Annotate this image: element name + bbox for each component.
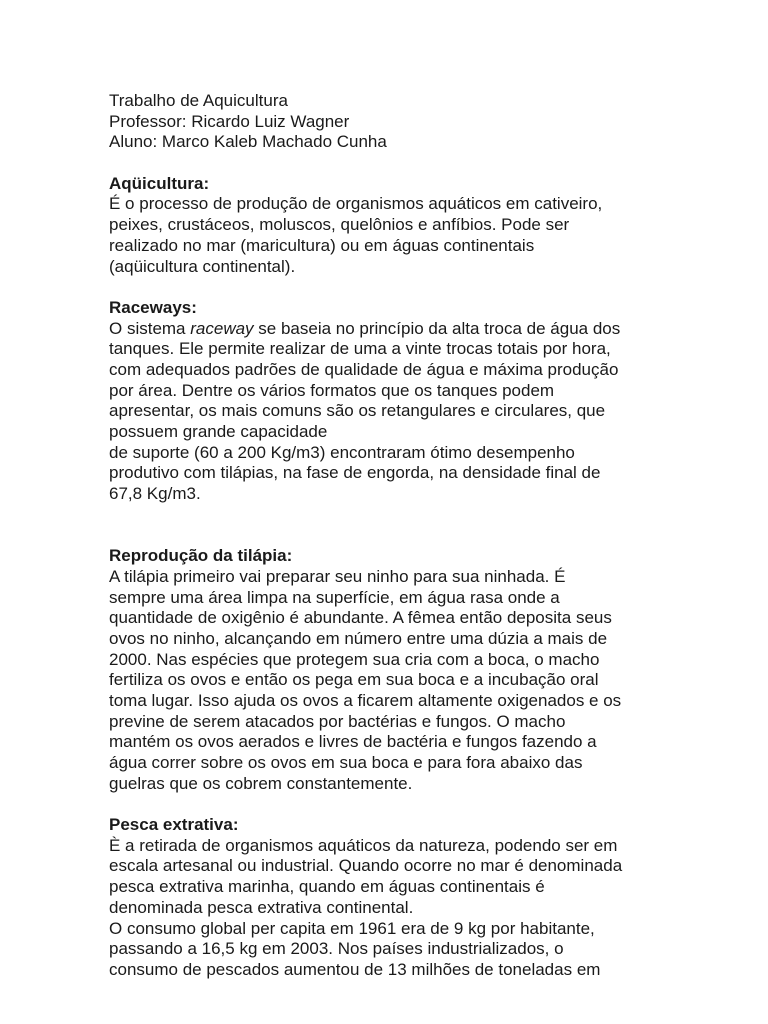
- section-heading-pesca: Pesca extrativa:: [109, 815, 239, 835]
- paragraph-line: produtivo com tilápias, na fase de engorda, na densidade final de: [109, 463, 601, 483]
- document-page: [109, 91, 749, 981]
- paragraph-line: por área. Dentre os vários formatos que os tanques podem: [109, 380, 555, 400]
- paragraph-line: peixes, crustáceos, moluscos, quelônios e anfíbios. Pode ser: [109, 215, 570, 235]
- paragraph-line: [109, 319, 749, 340]
- paragraph-line: apresentar, os mais comuns são os retangulares e circulares, que: [109, 401, 606, 421]
- paragraph-line: de suporte (60 a 200 Kg/m3) encontraram ótimo desempenho: [109, 442, 575, 462]
- section-heading-aquicultura: Aqüicultura:: [109, 173, 210, 193]
- paragraph-line: realizado no mar (maricultura) ou em águas continentais: [109, 235, 535, 255]
- paragraph-line: previne de serem atacados por bactérias e fungos. O macho: [109, 711, 566, 731]
- text-run: O sistema: [109, 318, 191, 338]
- paragraph-line: ovos no ninho, alcançando em número entre uma dúzia a mais de: [109, 628, 608, 648]
- paragraph-line: tanques. Ele permite realizar de uma a vinte trocas totais por hora,: [109, 339, 611, 359]
- paragraph-line: mantém os ovos aerados e livres de bactéria e fungos fazendo a: [109, 732, 597, 752]
- document-title: Trabalho de Aquicultura: [109, 91, 288, 110]
- section-heading-reproducao: Reprodução da tilápia:: [109, 546, 293, 566]
- paragraph-line: passando a 16,5 kg em 2003. Nos países industrializados, o: [109, 939, 564, 959]
- paragraph-line: consumo de pescados aumentou de 13 milhões de toneladas em: [109, 959, 601, 979]
- paragraph-line: A tilápia primeiro vai preparar seu ninho para sua ninhada. É: [109, 566, 566, 586]
- paragraph-line: O consumo global per capita em 1961 era de 9 kg por habitante,: [109, 918, 595, 938]
- text-run: se baseia no princípio da alta troca de água dos: [253, 318, 621, 338]
- paragraph-line: escala artesanal ou industrial. Quando ocorre no mar é denominada: [109, 856, 623, 876]
- paragraph-line: denominada pesca extrativa continental.: [109, 897, 414, 917]
- spacer: [109, 505, 749, 546]
- paragraph-line: guelras que os cobrem constantemente.: [109, 773, 413, 793]
- paragraph-line: fertiliza os ovos e então os pega em sua boca e a incubação oral: [109, 670, 599, 690]
- spacer: [109, 153, 749, 174]
- paragraph-line: 67,8 Kg/m3.: [109, 484, 201, 504]
- paragraph-line: toma lugar. Isso ajuda os ovos a ficarem altamente oxigenados e os: [109, 690, 622, 710]
- paragraph-line: pesca extrativa marinha, quando em águas continentais é: [109, 877, 545, 897]
- student-line: Aluno: Marco Kaleb Machado Cunha: [109, 132, 387, 152]
- paragraph-line: (aqüicultura continental).: [109, 256, 296, 276]
- spacer: [109, 794, 749, 815]
- paragraph-line: quantidade de oxigênio é abundante. A fêmea então deposita seus: [109, 608, 612, 628]
- spacer: [109, 277, 749, 298]
- emphasis-raceway: raceway: [190, 318, 254, 338]
- paragraph-line: com adequados padrões de qualidade de água e máxima produção: [109, 359, 619, 379]
- paragraph-line: possuem grande capacidade: [109, 422, 328, 441]
- paragraph-line: 2000. Nas espécies que protegem sua cria com a boca, o macho: [109, 649, 600, 669]
- section-heading-raceways: Raceways:: [109, 297, 197, 317]
- paragraph-line: água correr sobre os ovos em sua boca e para fora abaixo das: [109, 753, 583, 773]
- paragraph-line: È a retirada de organismos aquáticos da natureza, podendo ser em: [109, 835, 618, 855]
- paragraph-line: sempre uma área limpa na superfície, em água rasa onde a: [109, 587, 560, 607]
- paragraph-line: É o processo de produção de organismos aquáticos em cativeiro,: [109, 194, 603, 214]
- professor-line: Professor: Ricardo Luiz Wagner: [109, 111, 350, 131]
